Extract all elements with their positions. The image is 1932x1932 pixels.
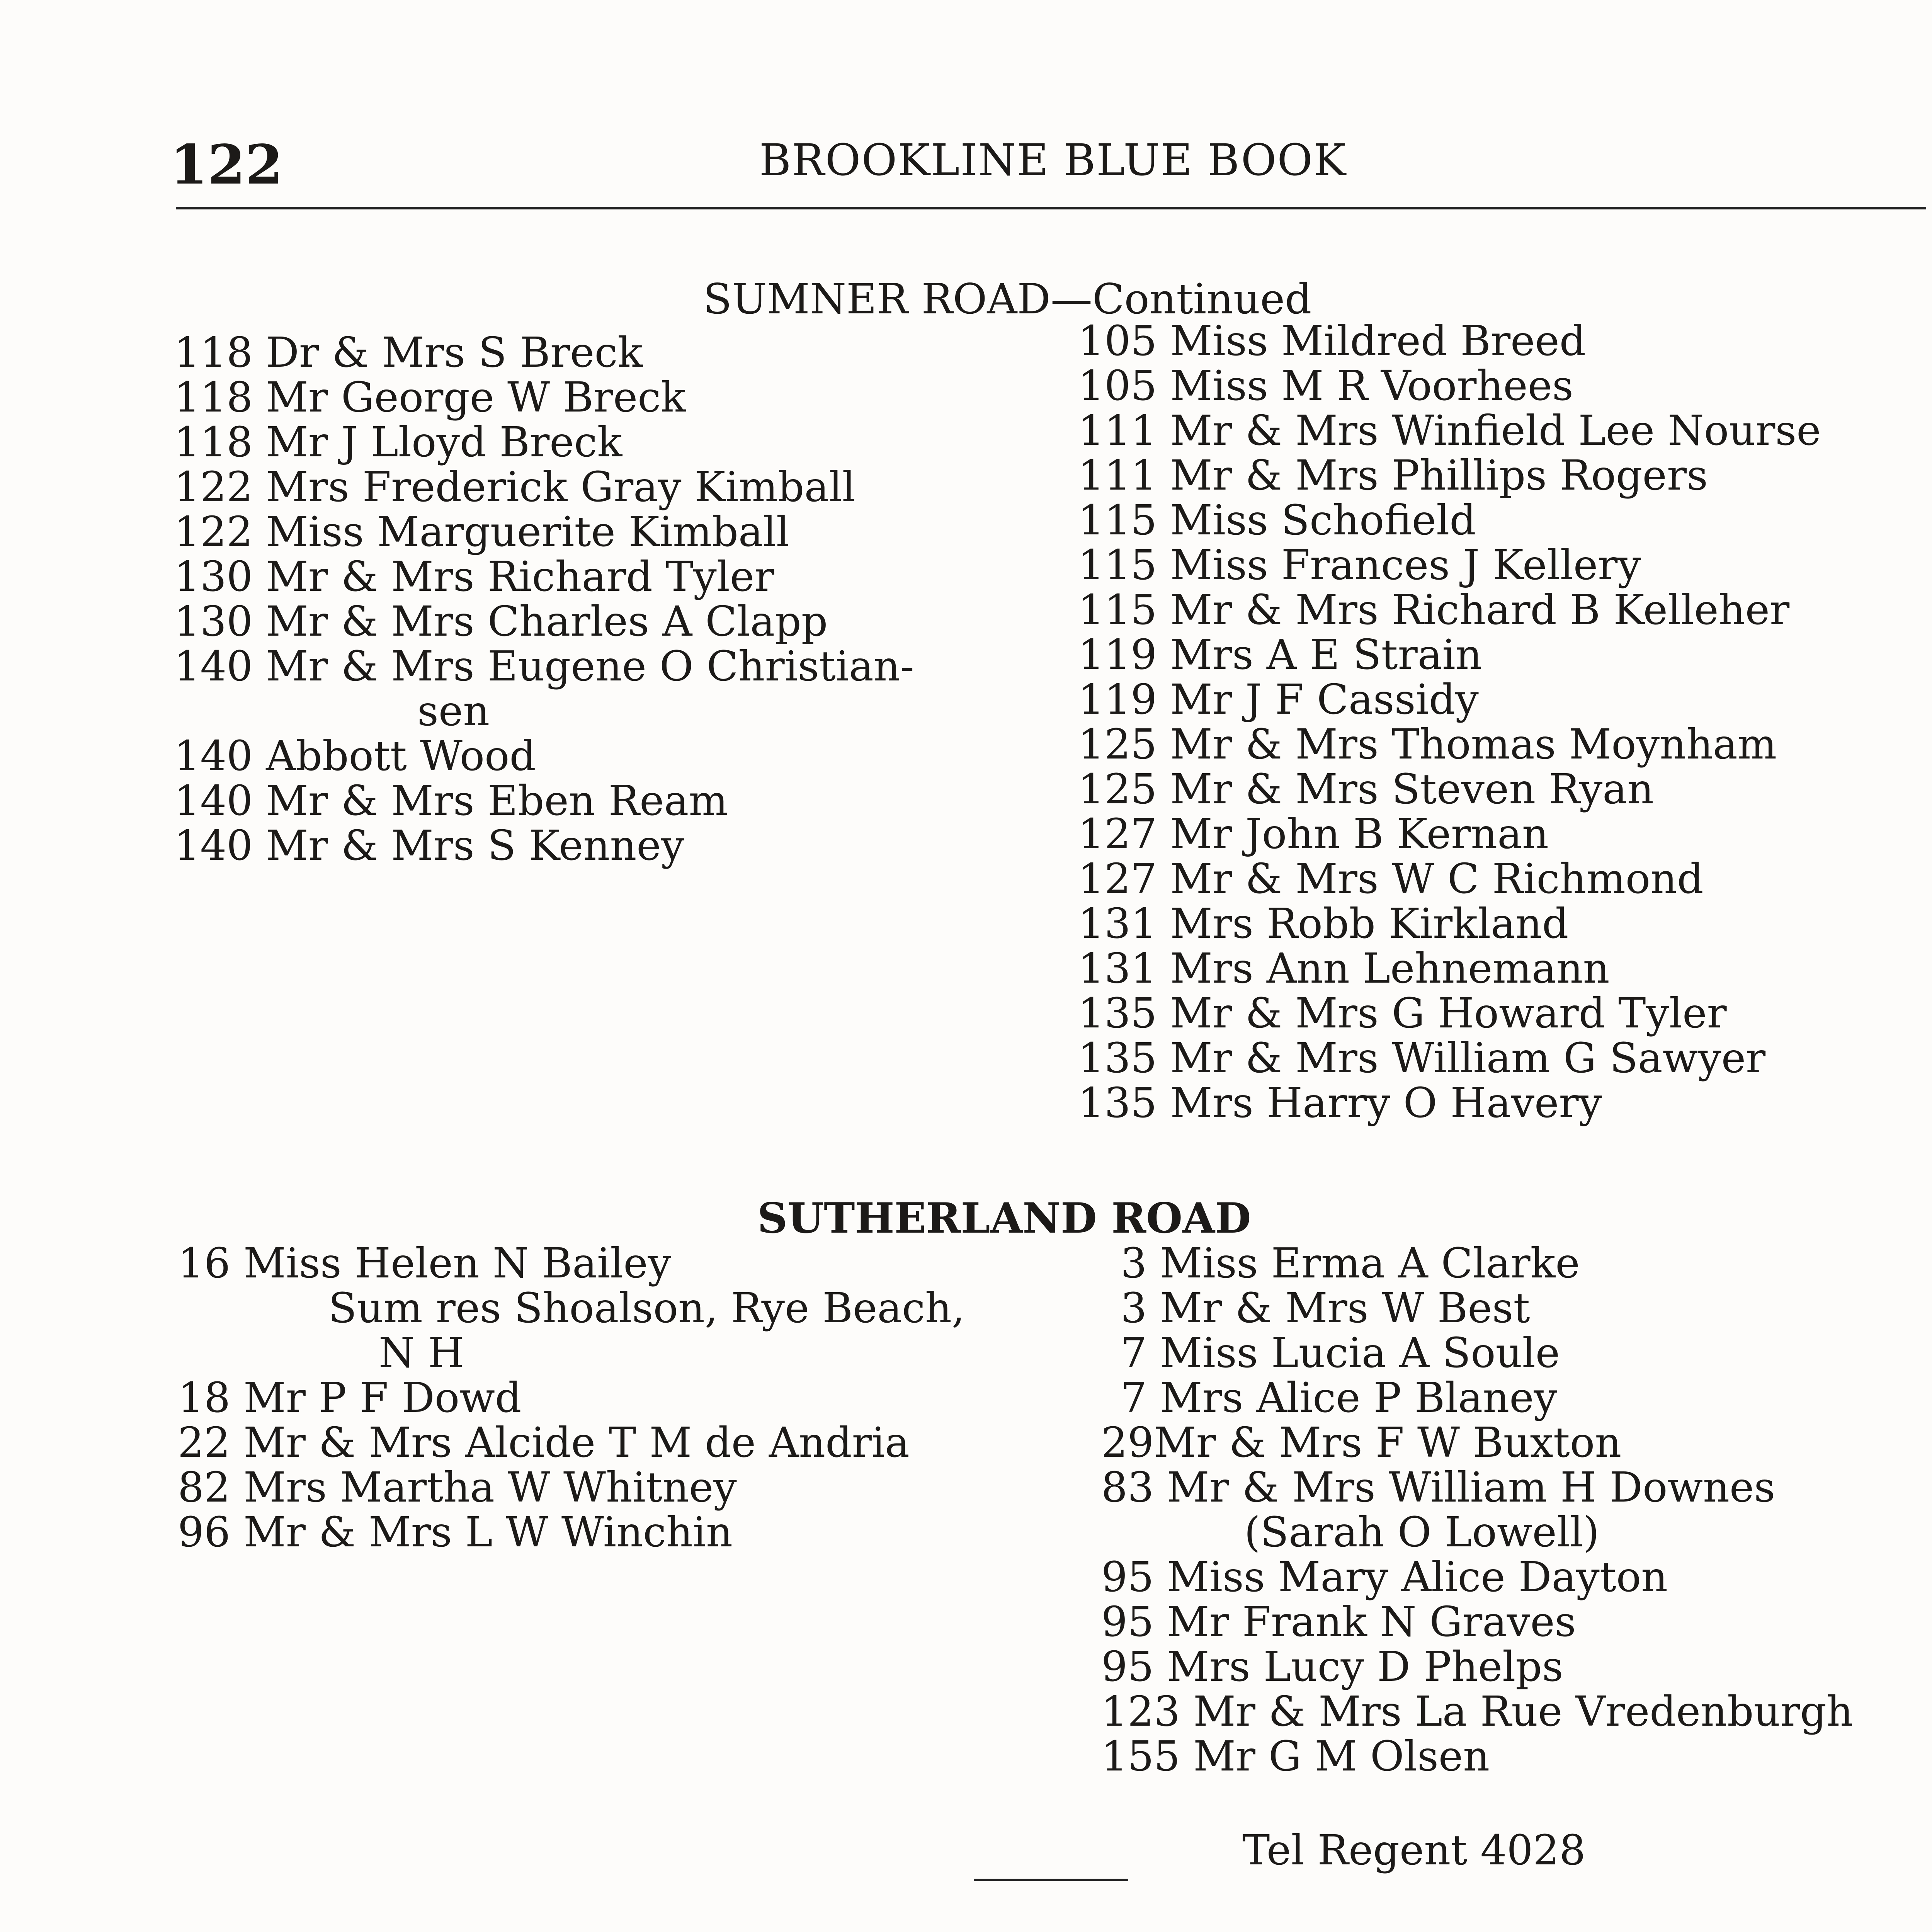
list-item: 16 Miss Helen N Bailey — [178, 1240, 672, 1287]
list-item: 155 Mr G M Olsen — [1101, 1733, 1490, 1781]
list-item: 115 Miss Frances J Kellery — [1078, 541, 1641, 589]
list-item: 140 Mr & Mrs S Kenney — [174, 822, 685, 870]
list-item: 119 Mrs A E Strain — [1078, 631, 1482, 679]
list-item: 122 Mrs Frederick Gray Kimball — [174, 463, 855, 511]
list-item-continuation: (Sarah O Lowell) — [1244, 1509, 1600, 1556]
list-item: 127 Mr & Mrs W C Richmond — [1078, 855, 1704, 903]
header-rule — [176, 207, 1926, 209]
list-item: 95 Mr Frank N Graves — [1101, 1598, 1576, 1646]
list-item: 115 Miss Schofield — [1078, 497, 1476, 544]
list-item: 122 Miss Marguerite Kimball — [174, 508, 790, 556]
section-heading-sutherland: SUTHERLAND ROAD — [757, 1194, 1251, 1243]
list-item: 7 Miss Lucia A Soule — [1121, 1329, 1560, 1377]
list-item: 7 Mrs Alice P Blaney — [1121, 1374, 1558, 1422]
list-item: 135 Mrs Harry O Havery — [1078, 1079, 1602, 1127]
list-item: 140 Abbott Wood — [174, 732, 536, 780]
list-item: 29Mr & Mrs F W Buxton — [1101, 1419, 1622, 1467]
list-item: 18 Mr P F Dowd — [178, 1374, 522, 1422]
list-item: 111 Mr & Mrs Winfield Lee Nourse — [1078, 407, 1821, 455]
list-item: 130 Mr & Mrs Charles A Clapp — [174, 598, 828, 646]
list-item: 140 Mr & Mrs Eben Ream — [174, 777, 728, 825]
list-item: 3 Miss Erma A Clarke — [1121, 1240, 1580, 1287]
list-item: 96 Mr & Mrs L W Winchin — [178, 1509, 733, 1556]
section-divider — [974, 1879, 1128, 1881]
list-item: 118 Mr George W Breck — [174, 374, 686, 422]
list-item: 127 Mr John B Kernan — [1078, 810, 1549, 858]
list-item-continuation: Sum res Shoalson, Rye Beach, — [328, 1284, 965, 1332]
list-item: 135 Mr & Mrs William G Sawyer — [1078, 1034, 1766, 1082]
list-item: 118 Mr J Lloyd Breck — [174, 418, 622, 466]
list-item: 95 Miss Mary Alice Dayton — [1101, 1553, 1668, 1601]
list-item: 105 Miss M R Voorhees — [1078, 362, 1573, 410]
section-heading-sumner: SUMNER ROAD—Continued — [703, 275, 1312, 323]
list-item: 131 Mrs Robb Kirkland — [1078, 900, 1569, 948]
sutherland-left-column — [178, 1241, 1047, 1555]
list-item: 82 Mrs Martha W Whitney — [178, 1464, 737, 1512]
list-item-continuation: N H — [379, 1329, 464, 1377]
list-item: 125 Mr & Mrs Steven Ryan — [1078, 765, 1654, 813]
sutherland-right-column — [1101, 1241, 1932, 1779]
list-item: 130 Mr & Mrs Richard Tyler — [174, 553, 774, 601]
sumner-right-column — [1078, 319, 1928, 1126]
running-title: BROOKLINE BLUE BOOK — [759, 135, 1347, 185]
list-item: 125 Mr & Mrs Thomas Moynham — [1078, 721, 1777, 769]
list-item: 3 Mr & Mrs W Best — [1121, 1284, 1530, 1332]
sumner-left-column — [174, 330, 1024, 868]
telephone-note: Tel Regent 4028 — [1242, 1827, 1586, 1874]
page-number: 122 — [170, 133, 283, 197]
list-item: 105 Miss Mildred Breed — [1078, 317, 1586, 365]
list-item: 123 Mr & Mrs La Rue Vredenburgh — [1101, 1688, 1853, 1736]
list-item: 118 Dr & Mrs S Breck — [174, 329, 643, 377]
list-item: 140 Mr & Mrs Eugene O Christian- — [174, 643, 914, 690]
list-item: 115 Mr & Mrs Richard B Kelleher — [1078, 586, 1790, 634]
list-item: 83 Mr & Mrs William H Downes — [1101, 1464, 1776, 1512]
list-item-continuation: sen — [417, 687, 490, 735]
list-item: 119 Mr J F Cassidy — [1078, 676, 1479, 724]
list-item: 131 Mrs Ann Lehnemann — [1078, 945, 1610, 993]
list-item: 111 Mr & Mrs Phillips Rogers — [1078, 452, 1708, 500]
list-item: 135 Mr & Mrs G Howard Tyler — [1078, 990, 1727, 1037]
list-item: 22 Mr & Mrs Alcide T M de Andria — [178, 1419, 910, 1467]
list-item: 95 Mrs Lucy D Phelps — [1101, 1643, 1563, 1691]
